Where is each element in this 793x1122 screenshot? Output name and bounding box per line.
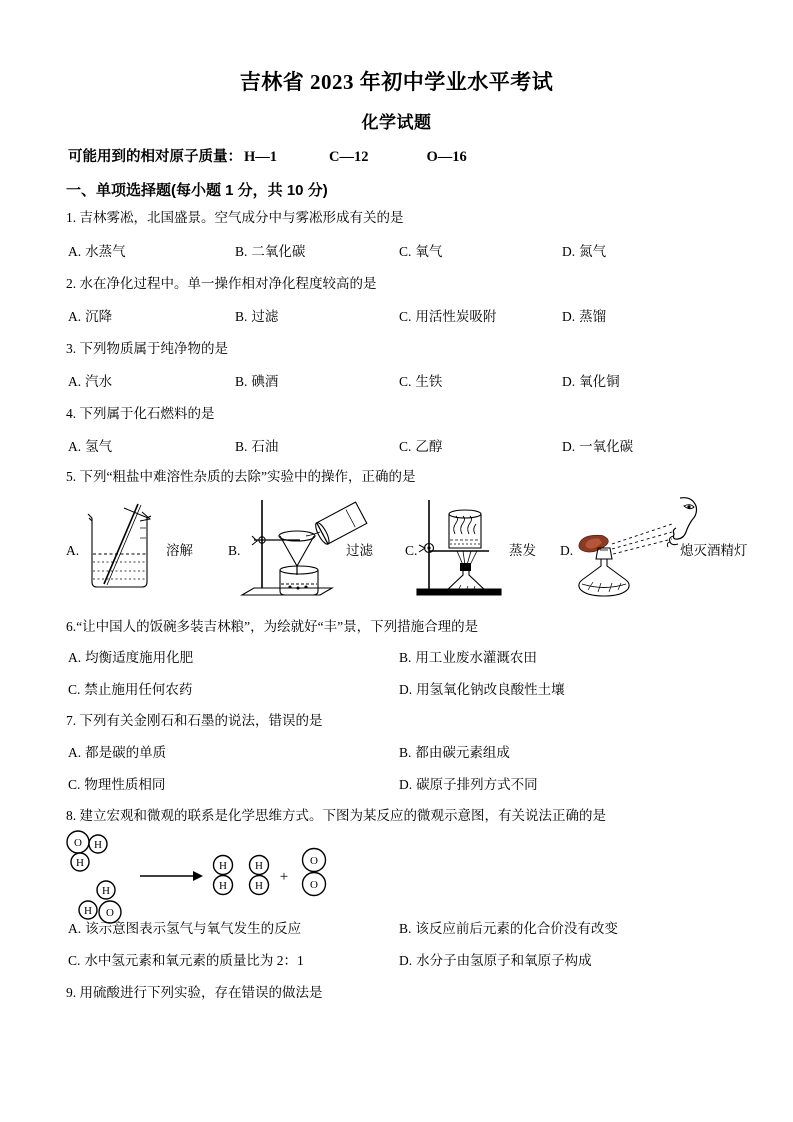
option-label: C. bbox=[399, 439, 412, 454]
option-label: A. bbox=[68, 745, 82, 760]
option-label: B. bbox=[235, 374, 248, 389]
question-6-option-d[interactable] bbox=[399, 683, 565, 698]
option-text: 氧化铜 bbox=[579, 374, 620, 389]
question-1-option-a[interactable] bbox=[68, 245, 126, 260]
atomic-mass-label: 可能用到的相对原子质量： bbox=[68, 149, 242, 165]
option-text: 氢气 bbox=[85, 439, 113, 454]
option-label: C. bbox=[399, 374, 412, 389]
plus-sign: + bbox=[279, 869, 289, 885]
question-1-option-b[interactable] bbox=[235, 245, 305, 260]
svg-text:O: O bbox=[310, 879, 318, 891]
figure-d-caption: 熄灭酒精灯 bbox=[680, 543, 748, 558]
question-8-molecule-diagram bbox=[0, 828, 793, 928]
option-text: 沉降 bbox=[85, 309, 113, 324]
svg-text:H: H bbox=[94, 839, 102, 851]
option-text: 氮气 bbox=[579, 244, 607, 259]
figure-option-c-evaporation[interactable] bbox=[405, 492, 565, 604]
question-6-stem: 6.“让中国人的饭碗多装吉林粮”，为绘就好“丰”景，下列措施合理的是 bbox=[66, 619, 479, 634]
option-text: 水分子由氢原子和氧原子构成 bbox=[416, 953, 592, 968]
option-label: A. bbox=[68, 244, 82, 259]
option-text: 该示意图表示氢气与氧气发生的反应 bbox=[85, 921, 302, 936]
svg-text:H: H bbox=[255, 880, 263, 892]
question-9-stem: 9. 用硫酸进行下列实验，存在错误的做法是 bbox=[66, 985, 323, 1000]
question-2-option-d[interactable] bbox=[562, 310, 606, 325]
option-text: 碳原子排列方式不同 bbox=[416, 777, 538, 792]
option-label: B. bbox=[399, 650, 412, 665]
svg-text:H: H bbox=[102, 885, 110, 897]
filtration-stand-icon bbox=[228, 492, 403, 604]
page-subtitle: 化学试题 bbox=[361, 113, 432, 132]
option-label: D. bbox=[399, 777, 413, 792]
question-7-option-d[interactable] bbox=[399, 778, 538, 793]
option-label: D. bbox=[562, 309, 576, 324]
figure-a-label: A. bbox=[66, 543, 80, 558]
question-3-option-d[interactable] bbox=[562, 375, 620, 390]
question-4-option-b[interactable] bbox=[235, 440, 278, 455]
option-label: B. bbox=[399, 745, 412, 760]
option-text: 石油 bbox=[251, 439, 279, 454]
option-text: 过滤 bbox=[251, 309, 279, 324]
reaction-microscopic-diagram-icon bbox=[62, 828, 382, 928]
option-label: A. bbox=[68, 650, 82, 665]
option-text: 该反应前后元素的化合价没有改变 bbox=[415, 921, 618, 936]
option-text: 一氧化碳 bbox=[579, 439, 634, 454]
question-8-option-d[interactable] bbox=[399, 954, 592, 969]
question-7-stem: 7. 下列有关金刚石和石墨的说法，错误的是 bbox=[66, 713, 323, 728]
svg-text:O: O bbox=[74, 837, 82, 849]
svg-text:H: H bbox=[219, 880, 227, 892]
figure-b-label: B. bbox=[228, 543, 241, 558]
reaction-arrow-icon bbox=[140, 871, 203, 881]
question-3-stem: 3. 下列物质属于纯净物的是 bbox=[66, 341, 228, 356]
question-4-stem: 4. 下列属于化石燃料的是 bbox=[66, 406, 215, 421]
option-label: C. bbox=[68, 953, 81, 968]
svg-text:O: O bbox=[310, 855, 318, 867]
question-3-option-b[interactable] bbox=[235, 375, 278, 390]
option-label: B. bbox=[235, 244, 248, 259]
question-7-option-a[interactable] bbox=[68, 746, 166, 761]
question-3-option-c[interactable] bbox=[399, 375, 442, 390]
question-8-option-a[interactable] bbox=[68, 922, 301, 937]
option-label: D. bbox=[562, 244, 576, 259]
question-2-option-b[interactable] bbox=[235, 310, 278, 325]
atomic-mass-c: C—12 bbox=[329, 149, 369, 165]
question-6-option-c[interactable] bbox=[68, 683, 192, 698]
figure-b-caption: 过滤 bbox=[346, 543, 373, 558]
svg-text:H: H bbox=[76, 857, 84, 869]
page-title: 吉林省 2023 年初中学业水平考试 bbox=[239, 70, 554, 94]
figure-option-d-blow-out-lamp[interactable] bbox=[560, 492, 760, 604]
option-label: C. bbox=[399, 309, 412, 324]
figure-a-caption: 溶解 bbox=[166, 543, 193, 558]
question-3-option-a[interactable] bbox=[68, 375, 112, 390]
option-text: 水中氢元素和氧元素的质量比为 2：1 bbox=[84, 953, 304, 968]
question-8-stem: 8. 建立宏观和微观的联系是化学思维方式。下图为某反应的微观示意图，有关说法正确的是 bbox=[66, 808, 606, 823]
svg-text:O: O bbox=[106, 907, 114, 919]
question-1-option-c[interactable] bbox=[399, 245, 442, 260]
question-5-stem: 5. 下列“粗盐中难溶性杂质的去除”实验中的操作，正确的是 bbox=[66, 469, 416, 484]
option-text: 水蒸气 bbox=[85, 244, 126, 259]
option-label: D. bbox=[562, 374, 576, 389]
beaker-stirring-icon bbox=[66, 492, 226, 604]
option-label: C. bbox=[68, 777, 81, 792]
relative-atomic-mass-note bbox=[68, 145, 467, 166]
question-5-figure-row bbox=[0, 492, 793, 604]
question-6-option-b[interactable] bbox=[399, 651, 537, 666]
figure-option-b-filtration[interactable] bbox=[228, 492, 403, 604]
figure-option-a-dissolve[interactable] bbox=[66, 492, 226, 604]
question-2-option-a[interactable] bbox=[68, 310, 112, 325]
option-text: 汽水 bbox=[85, 374, 113, 389]
question-8-option-c[interactable] bbox=[68, 954, 304, 969]
svg-text:H: H bbox=[219, 860, 227, 872]
option-label: C. bbox=[399, 244, 412, 259]
option-label: B. bbox=[235, 309, 248, 324]
option-text: 均衡适度施用化肥 bbox=[85, 650, 194, 665]
option-text: 都是碳的单质 bbox=[85, 745, 167, 760]
figure-d-label: D. bbox=[560, 543, 574, 558]
option-text: 用工业废水灌溉农田 bbox=[415, 650, 537, 665]
option-label: D. bbox=[562, 439, 576, 454]
svg-text:H: H bbox=[255, 860, 263, 872]
question-1-option-d[interactable] bbox=[562, 245, 606, 260]
question-8-option-b[interactable] bbox=[399, 922, 618, 937]
option-label: C. bbox=[68, 682, 81, 697]
question-4-option-d[interactable] bbox=[562, 440, 633, 455]
option-text: 氧气 bbox=[415, 244, 443, 259]
question-2-stem: 2. 水在净化过程中。单一操作相对净化程度较高的是 bbox=[66, 276, 377, 291]
water-molecule-1 bbox=[67, 831, 107, 871]
atomic-mass-h: H—1 bbox=[244, 149, 278, 165]
evaporation-stand-icon bbox=[405, 492, 565, 604]
option-text: 禁止施用任何农药 bbox=[84, 682, 193, 697]
option-text: 生铁 bbox=[415, 374, 443, 389]
question-2-option-c[interactable] bbox=[399, 310, 496, 325]
option-text: 用活性炭吸附 bbox=[415, 309, 497, 324]
option-text: 蒸馏 bbox=[579, 309, 607, 324]
option-text: 用氢氧化钠改良酸性土壤 bbox=[416, 682, 565, 697]
svg-text:H: H bbox=[84, 905, 92, 917]
option-label: A. bbox=[68, 309, 82, 324]
question-4-option-a[interactable] bbox=[68, 440, 112, 455]
option-text: 二氧化碳 bbox=[251, 244, 306, 259]
figure-c-label: C. bbox=[405, 543, 418, 558]
option-label: A. bbox=[68, 374, 82, 389]
option-text: 都由碳元素组成 bbox=[415, 745, 510, 760]
question-1-stem: 1. 吉林雾凇，北国盛景。空气成分中与雾凇形成有关的是 bbox=[66, 210, 404, 225]
option-label: A. bbox=[68, 439, 82, 454]
option-label: D. bbox=[399, 682, 413, 697]
option-label: B. bbox=[235, 439, 248, 454]
question-4-option-c[interactable] bbox=[399, 440, 442, 455]
question-7-option-b[interactable] bbox=[399, 746, 510, 761]
option-label: A. bbox=[68, 921, 82, 936]
option-text: 物理性质相同 bbox=[84, 777, 166, 792]
option-text: 碘酒 bbox=[251, 374, 279, 389]
option-text: 乙醇 bbox=[415, 439, 443, 454]
option-label: B. bbox=[399, 921, 412, 936]
option-label: D. bbox=[399, 953, 413, 968]
question-6-option-a[interactable] bbox=[68, 651, 193, 666]
question-7-option-c[interactable] bbox=[68, 778, 165, 793]
atomic-mass-o: O—16 bbox=[426, 149, 467, 165]
section-heading-multiple-choice: 一、单项选择题(每小题 1 分，共 10 分) bbox=[66, 182, 328, 199]
figure-c-caption: 蒸发 bbox=[509, 543, 536, 558]
